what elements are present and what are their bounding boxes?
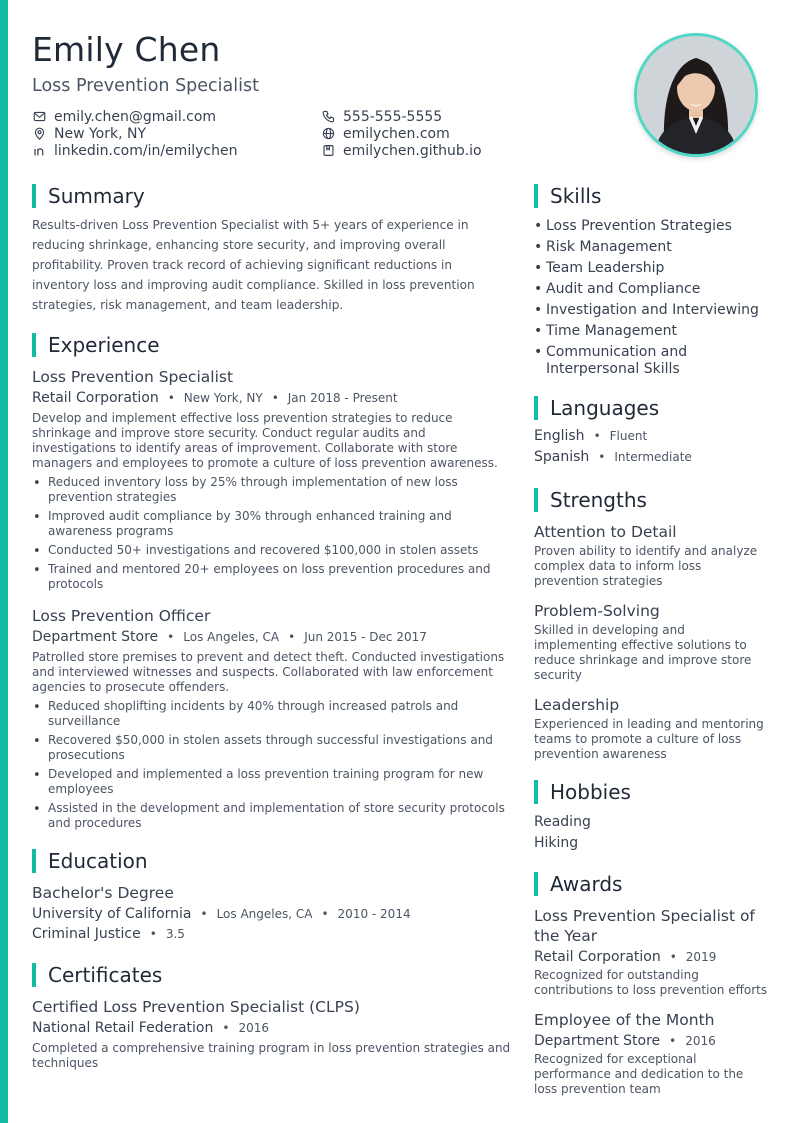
heading-accent: [534, 872, 538, 896]
contact-website-text: emilychen.com: [343, 125, 450, 142]
experience-heading-text: Experience: [48, 333, 160, 357]
experience-section: [32, 331, 512, 831]
job-achievements: [32, 699, 512, 831]
sidebar-column: [534, 182, 768, 1097]
education-field: Criminal Justice: [32, 926, 141, 942]
separator-dot: •: [593, 429, 601, 443]
hobbies-heading-text: Hobbies: [550, 780, 631, 804]
award-title: Employee of the Month: [534, 1011, 715, 1029]
strengths-section: [534, 486, 768, 762]
candidate-name: Emily Chen: [32, 30, 221, 69]
education-meta: [32, 906, 512, 923]
awards-section: [534, 870, 768, 1097]
job-title: Loss Prevention Officer: [32, 607, 211, 625]
job-description: Patrolled store premises to prevent and detect theft. Conducted investigations and interviewed witnesses and suspects. Collaborated with law enforcement agencies to prosecute offenders.: [32, 650, 505, 694]
summary-heading: [32, 182, 512, 210]
language-item: [534, 428, 768, 449]
strength-title: Problem-Solving: [534, 602, 660, 620]
skills-heading: [534, 182, 768, 210]
separator-dot: •: [271, 391, 279, 405]
list-item: • Reduced inventory loss by 25% through implementation of new loss prevention strategies: [32, 475, 512, 505]
candidate-title: Loss Prevention Specialist: [32, 76, 259, 96]
strength-title: Attention to Detail: [534, 523, 677, 541]
education-degree: Bachelor's Degree: [32, 884, 174, 902]
language-level: Intermediate: [614, 450, 692, 464]
certificate-name: Certified Loss Prevention Specialist (CLPS): [32, 998, 360, 1016]
separator-dot: •: [149, 927, 157, 941]
skills-heading-text: Skills: [550, 184, 602, 208]
profile-photo: [634, 33, 758, 157]
certificates-section: [32, 961, 512, 1071]
award-description: Recognized for outstanding contributions to loss prevention efforts: [534, 968, 768, 997]
certificate-year: 2016: [238, 1021, 269, 1035]
certificate-issuer: National Retail Federation: [32, 1020, 214, 1036]
job-location: New York, NY: [183, 391, 263, 405]
list-item: • Assisted in the development and implementation of store security protocols and procedures: [32, 801, 512, 831]
job-company: Department Store: [32, 629, 159, 645]
contact-website[interactable]: [321, 125, 482, 142]
education-gpa: 3.5: [165, 927, 185, 941]
certificates-heading: [32, 961, 512, 989]
strengths-heading-text: Strengths: [550, 488, 647, 512]
education-field-row: [32, 926, 512, 943]
language-name: Spanish: [534, 449, 590, 465]
heading-accent: [534, 780, 538, 804]
strength-description: Experienced in leading and mentoring teams to promote a culture of loss prevention awareness: [534, 717, 764, 761]
languages-heading-text: Languages: [550, 396, 660, 420]
contact-linkedin-text: linkedin.com/in/emilychen: [54, 142, 238, 159]
heading-accent: [534, 488, 538, 512]
globe-icon: [321, 127, 335, 141]
contact-github-text: emilychen.github.io: [343, 142, 482, 159]
education-heading-text: Education: [48, 849, 148, 873]
job-entry: [32, 367, 512, 592]
separator-dot: •: [598, 450, 606, 464]
languages-section: [534, 394, 768, 470]
summary-section: [32, 182, 512, 315]
contact-email-text: emily.chen@gmail.com: [54, 108, 217, 125]
language-item: [534, 449, 768, 470]
job-dates: Jan 2018 - Present: [287, 391, 398, 405]
list-item: • Conducted 50+ investigations and recovered $100,000 in stolen assets: [32, 543, 512, 558]
heading-accent: [32, 333, 36, 357]
award-org: Department Store: [534, 1033, 661, 1049]
bookmark-icon: [321, 144, 335, 158]
strength-item: [534, 601, 768, 683]
summary-heading-text: Summary: [48, 184, 145, 208]
education-dates: 2010 - 2014: [337, 907, 411, 921]
certificates-heading-text: Certificates: [48, 963, 163, 987]
award-year: 2016: [685, 1034, 716, 1048]
contact-linkedin[interactable]: [32, 142, 237, 159]
list-item: Hiking: [534, 835, 579, 851]
strength-item: [534, 695, 768, 762]
skills-section: [534, 182, 768, 378]
heading-accent: [534, 184, 538, 208]
list-item: • Reduced shoplifting incidents by 40% through increased patrols and surveillance: [32, 699, 512, 729]
list-item: Reading: [534, 814, 591, 830]
education-heading: [32, 847, 512, 875]
job-location: Los Angeles, CA: [183, 630, 280, 644]
separator-dot: •: [288, 630, 296, 644]
award-item: [534, 906, 768, 998]
contact-right: [321, 108, 482, 159]
job-company: Retail Corporation: [32, 390, 159, 406]
education-location: Los Angeles, CA: [216, 907, 313, 921]
heading-accent: [32, 849, 36, 873]
award-title: Loss Prevention Specialist of the Year: [534, 907, 755, 945]
languages-heading: [534, 394, 768, 422]
contact-phone[interactable]: [321, 108, 482, 125]
language-level: Fluent: [609, 429, 648, 443]
list-item: • Audit and Compliance: [534, 281, 768, 298]
list-item: • Investigation and Interviewing: [534, 302, 768, 319]
job-entry: [32, 606, 512, 831]
award-item: [534, 1010, 768, 1097]
heading-accent: [32, 184, 36, 208]
list-item: • Trained and mentored 20+ employees on loss prevention procedures and protocols: [32, 562, 512, 592]
contact-phone-text: 555-555-5555: [343, 108, 443, 125]
language-name: English: [534, 428, 585, 444]
list-item: • Improved audit compliance by 30% through enhanced training and awareness programs: [32, 509, 512, 539]
separator-dot: •: [669, 950, 677, 964]
job-title: Loss Prevention Specialist: [32, 368, 234, 386]
awards-heading-text: Awards: [550, 872, 623, 896]
summary-text: Results-driven Loss Prevention Specialist with 5+ years of experience in reducing shrinkage, enhancing store security, and improving overall profitability. Proven track record of achieving significant reductions in inventory loss and improving audit compliance. Skilled in loss prevention strategies, risk management, and team leadership.: [32, 218, 475, 312]
heading-accent: [32, 963, 36, 987]
location-pin-icon: [32, 127, 46, 141]
list-item: • Time Management: [534, 323, 768, 340]
job-dates: Jun 2015 - Dec 2017: [304, 630, 427, 644]
contact-email[interactable]: [32, 108, 237, 125]
separator-dot: •: [321, 907, 329, 921]
separator-dot: •: [200, 907, 208, 921]
separator-dot: •: [669, 1034, 677, 1048]
award-year: 2019: [685, 950, 717, 964]
separator-dot: •: [167, 391, 175, 405]
certificate-meta: [32, 1020, 512, 1037]
languages-list: [534, 428, 768, 470]
job-meta: [32, 390, 512, 407]
list-item: • Risk Management: [534, 239, 768, 256]
phone-icon: [321, 110, 335, 124]
envelope-icon: [32, 110, 46, 124]
accent-bar: [0, 0, 8, 1123]
education-section: [32, 847, 512, 943]
contact-left: [32, 108, 237, 159]
experience-heading: [32, 331, 512, 359]
strength-title: Leadership: [534, 696, 620, 714]
award-meta: [534, 949, 768, 966]
strength-item: [534, 522, 768, 589]
strength-description: Proven ability to identify and analyze complex data to inform loss prevention strategies: [534, 544, 758, 588]
award-meta: [534, 1033, 768, 1050]
job-achievements: [32, 475, 512, 592]
list-item: • Recovered $50,000 in stolen assets through successful investigations and prosecutions: [32, 733, 512, 763]
main-column: [32, 182, 512, 1071]
contact-github[interactable]: [321, 142, 482, 159]
separator-dot: •: [222, 1021, 230, 1035]
education-school: University of California: [32, 906, 192, 922]
hobbies-section: [534, 778, 768, 854]
separator-dot: •: [167, 630, 175, 644]
contact-location-text: New York, NY: [54, 125, 147, 142]
strengths-heading: [534, 486, 768, 514]
list-item: • Team Leadership: [534, 260, 768, 277]
hobbies-list: [534, 812, 768, 854]
award-org: Retail Corporation: [534, 949, 661, 965]
contact-location: [32, 125, 237, 142]
award-description: Recognized for exceptional performance and dedication to the loss prevention team: [534, 1052, 744, 1096]
list-item: • Loss Prevention Strategies: [534, 218, 768, 235]
linkedin-icon: [32, 144, 46, 158]
awards-heading: [534, 870, 768, 898]
list-item: • Developed and implemented a loss prevention training program for new employees: [32, 767, 512, 797]
job-meta: [32, 629, 512, 646]
job-description: Develop and implement effective loss prevention strategies to reduce shrinkage and improve store security. Conduct regular audits and investigations to identify areas of improvement. Collaborate with store managers and employees to promote a culture of loss prevention awareness.: [32, 411, 498, 470]
skills-list: [534, 218, 768, 378]
strength-description: Skilled in developing and implementing effective solutions to reduce shrinkage and improve store security: [534, 623, 752, 682]
hobbies-heading: [534, 778, 768, 806]
certificate-description: Completed a comprehensive training program in loss prevention strategies and techniques: [32, 1041, 511, 1070]
heading-accent: [534, 396, 538, 420]
list-item: • Communication and Interpersonal Skills: [534, 344, 768, 378]
